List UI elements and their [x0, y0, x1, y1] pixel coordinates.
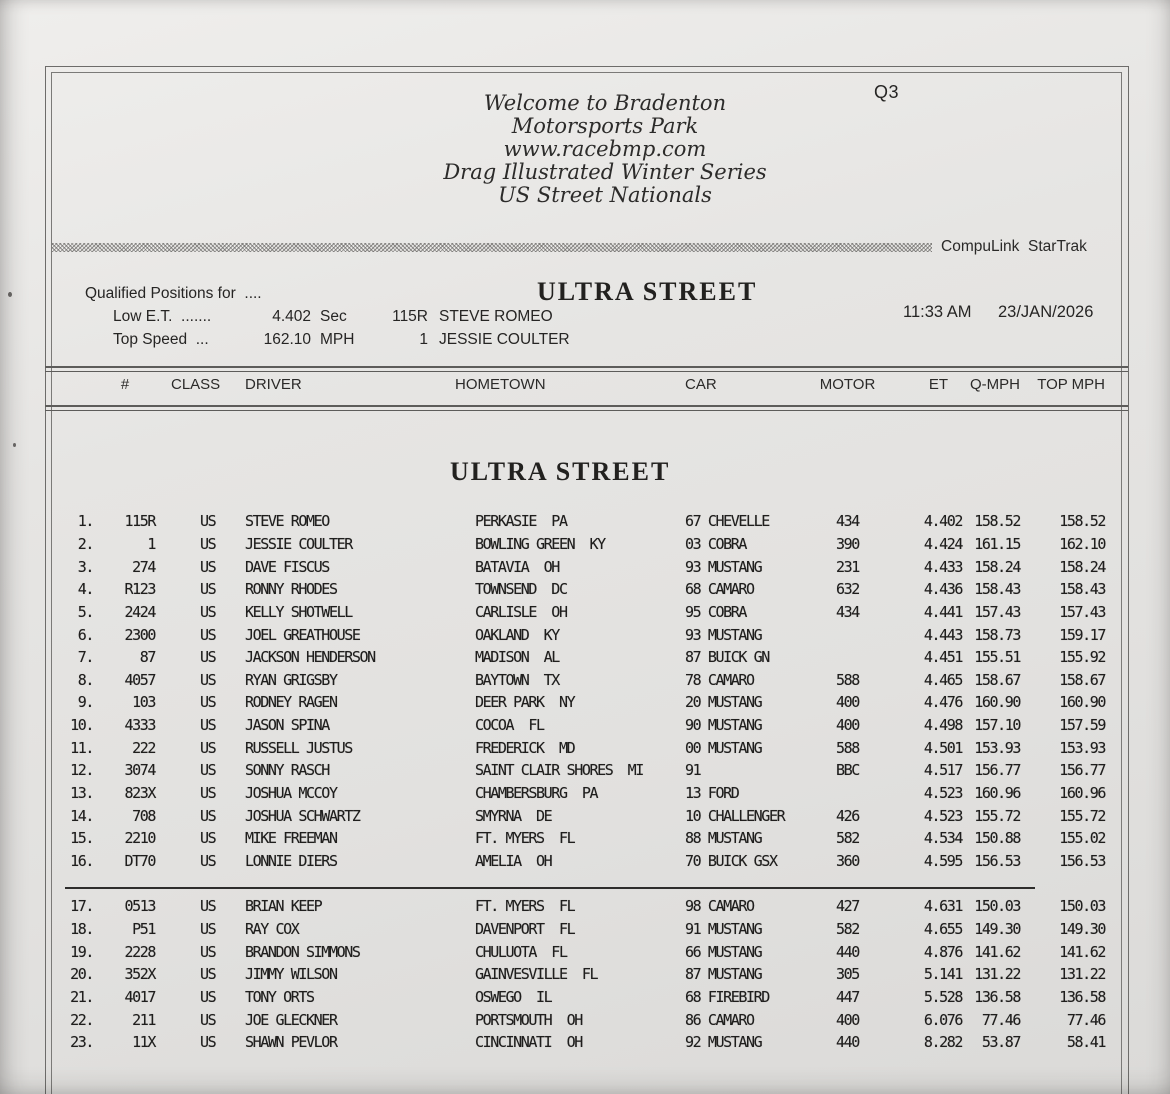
row-car: 10 CHALLENGER [685, 806, 785, 825]
row-car-number: 222 [132, 738, 155, 757]
header-rule [45, 371, 1128, 373]
row-qmph: 158.52 [974, 512, 1020, 531]
row-hometown: SMYRNA DE [475, 806, 552, 825]
row-car-number: 2300 [124, 625, 155, 644]
row-motor: 582 [836, 829, 859, 848]
row-qmph: 153.93 [974, 738, 1020, 757]
top-speed-car-number: 1 [419, 331, 428, 348]
row-hometown: CHAMBERSBURG PA [475, 784, 598, 802]
row-et: 4.523 [923, 806, 962, 825]
row-driver: TONY ORTS [245, 987, 314, 1006]
row-car-number: 87 [139, 648, 155, 667]
spacer-cell [52, 376, 95, 393]
row-position: 15. [70, 829, 93, 848]
row-et: 4.465 [923, 670, 962, 689]
row-hometown: TOWNSEND DC [475, 580, 567, 599]
table-row [52, 623, 1107, 646]
row-class: US [200, 829, 216, 848]
row-hometown: OSWEGO IL [475, 987, 552, 1006]
row-et: 4.451 [923, 648, 962, 667]
row-position: 21. [70, 987, 93, 1006]
row-et: 4.517 [923, 761, 962, 780]
row-car: 98 CAMARO [685, 897, 754, 916]
row-qmph: 158.24 [974, 557, 1020, 576]
table-row [52, 940, 1107, 963]
row-car-number: 211 [132, 1010, 155, 1029]
row-car-number: 708 [132, 806, 155, 825]
print-date: 23/JAN/2026 [998, 303, 1094, 321]
table-section-title: ULTRA STREET [450, 457, 671, 486]
row-class: US [200, 1010, 216, 1029]
row-car-number: 823X [124, 784, 155, 802]
row-topmph: 77.46 [1066, 1010, 1105, 1029]
row-hometown: BATAVIA OH [475, 557, 559, 576]
row-topmph: 141.62 [1059, 942, 1105, 961]
row-car: 68 CAMARO [685, 580, 754, 599]
row-class: US [200, 512, 216, 531]
row-position: 17. [70, 897, 93, 916]
row-position: 23. [70, 1033, 93, 1052]
table-row [52, 963, 1107, 986]
row-et: 4.595 [923, 851, 962, 870]
table-row [52, 714, 1107, 737]
row-topmph: 156.53 [1059, 851, 1105, 870]
row-qmph: 155.72 [974, 806, 1020, 825]
row-qmph: 158.67 [974, 670, 1020, 689]
row-topmph: 150.03 [1059, 897, 1105, 916]
scan-speck [8, 292, 12, 297]
row-et: 4.443 [923, 625, 962, 644]
masthead-line: Welcome to Bradenton [483, 91, 727, 115]
row-motor: 305 [836, 965, 859, 984]
row-class: US [200, 580, 216, 599]
row-topmph: 159.17 [1059, 625, 1105, 644]
row-class: US [200, 919, 216, 938]
row-qmph: 157.43 [974, 602, 1020, 621]
low-et-driver: STEVE ROMEO [439, 308, 553, 325]
row-driver: JOEL GREATHOUSE [245, 625, 360, 644]
row-hometown: SAINT CLAIR SHORES MI [475, 761, 643, 780]
row-car-number: 3074 [124, 761, 155, 780]
row-car: 66 MUSTANG [685, 942, 762, 961]
row-et: 4.424 [923, 534, 962, 553]
row-driver: DAVE FISCUS [245, 557, 329, 576]
header-rule [45, 366, 1128, 368]
row-position: 4. [77, 580, 93, 599]
row-et: 4.534 [923, 829, 962, 848]
row-position: 22. [70, 1010, 93, 1029]
header-rule [45, 405, 1128, 407]
row-motor: 434 [836, 512, 859, 531]
row-qmph: 77.46 [981, 1010, 1020, 1029]
column-header-class: CLASS [171, 376, 221, 393]
row-qmph: 150.88 [974, 829, 1020, 848]
row-topmph: 155.92 [1059, 648, 1105, 667]
print-time: 11:33 AM [903, 303, 972, 321]
row-position: 6. [77, 625, 93, 644]
row-car: 20 MUSTANG [685, 693, 762, 712]
row-hometown: BAYTOWN TX [475, 670, 559, 689]
row-car-number: 274 [132, 557, 155, 576]
row-class: US [200, 716, 216, 735]
row-topmph: 157.43 [1059, 602, 1105, 621]
row-class: US [200, 942, 216, 961]
row-motor: 360 [836, 851, 859, 870]
row-topmph: 149.30 [1059, 919, 1105, 938]
top-speed-line [113, 331, 570, 349]
table-row [52, 555, 1107, 578]
row-topmph: 162.10 [1059, 534, 1105, 553]
row-qmph: 136.58 [974, 987, 1020, 1006]
row-hometown: PORTSMOUTH OH [475, 1010, 582, 1029]
row-motor: 440 [836, 942, 859, 961]
row-motor: 588 [836, 738, 859, 757]
table-row [52, 601, 1107, 624]
row-topmph: 153.93 [1059, 738, 1105, 757]
table-row [52, 1031, 1107, 1054]
row-motor: BBC [836, 761, 859, 780]
row-qmph: 160.96 [974, 784, 1020, 802]
row-driver: RAY COX [245, 919, 299, 938]
row-topmph: 160.90 [1059, 693, 1105, 712]
masthead-line: US Street Nationals [498, 183, 712, 207]
row-qmph: 150.03 [974, 897, 1020, 916]
row-driver: RUSSELL JUSTUS [245, 738, 352, 757]
row-car-number: R123 [124, 580, 155, 599]
table-row [52, 782, 1107, 805]
row-position: 2. [77, 534, 93, 553]
row-motor: 447 [836, 987, 859, 1006]
masthead-line: Motorsports Park [511, 114, 699, 138]
column-header-topmph: TOP MPH [1037, 376, 1105, 393]
row-qmph: 156.77 [974, 761, 1020, 780]
row-car: 03 COBRA [685, 534, 747, 553]
row-et: 4.441 [923, 602, 962, 621]
row-class: US [200, 897, 216, 916]
non-qualified-results-table [52, 895, 1107, 1053]
row-car-number: 352X [124, 965, 155, 984]
row-car-number: 2424 [124, 602, 155, 621]
row-car: 70 BUICK GSX [685, 851, 777, 870]
row-et: 8.282 [923, 1033, 962, 1052]
table-row [52, 759, 1107, 782]
row-topmph: 158.67 [1059, 670, 1105, 689]
table-row [52, 578, 1107, 601]
row-class: US [200, 738, 216, 757]
row-driver: JOSHUA MCCOY [245, 784, 337, 802]
row-driver: JOE GLECKNER [245, 1010, 337, 1029]
row-et: 4.436 [923, 580, 962, 599]
row-car-number: 2210 [124, 829, 155, 848]
row-qmph: 157.10 [974, 716, 1020, 735]
row-class: US [200, 625, 216, 644]
row-topmph: 155.02 [1059, 829, 1105, 848]
row-motor: 400 [836, 1010, 859, 1029]
row-et: 4.402 [923, 512, 962, 531]
row-driver: JACKSON HENDERSON [245, 648, 375, 667]
row-position: 12. [70, 761, 93, 780]
row-motor: 440 [836, 1033, 859, 1052]
row-topmph: 156.77 [1059, 761, 1105, 780]
row-motor: 400 [836, 716, 859, 735]
column-header-row [52, 376, 1107, 393]
row-hometown: CARLISLE OH [475, 602, 567, 621]
row-qmph: 160.90 [974, 693, 1020, 712]
row-qmph: 149.30 [974, 919, 1020, 938]
row-topmph: 155.72 [1059, 806, 1105, 825]
row-car: 95 COBRA [685, 602, 747, 621]
table-row [52, 646, 1107, 669]
masthead-line: Drag Illustrated Winter Series [443, 160, 767, 184]
table-row [52, 804, 1107, 827]
table-row [52, 1008, 1107, 1031]
column-header-car: CAR [685, 376, 717, 393]
row-position: 9. [77, 693, 93, 712]
row-class: US [200, 806, 216, 825]
row-motor: 400 [836, 693, 859, 712]
qualifying-bump-line [65, 887, 1035, 889]
row-topmph: 160.96 [1059, 784, 1105, 802]
row-car: 92 MUSTANG [685, 1033, 762, 1052]
row-qmph: 141.62 [974, 942, 1020, 961]
row-et: 4.433 [923, 557, 962, 576]
row-hometown: DEER PARK NY [475, 693, 575, 712]
top-speed-unit: MPH [320, 331, 355, 348]
track-masthead [370, 92, 840, 207]
row-class: US [200, 648, 216, 667]
row-driver: RYAN GRIGSBY [245, 670, 337, 689]
row-driver: SHAWN PEVLOR [245, 1033, 337, 1052]
row-position: 19. [70, 942, 93, 961]
row-car: 78 CAMARO [685, 670, 754, 689]
scan-speck [13, 443, 16, 447]
row-car-number: 11X [132, 1033, 155, 1052]
row-car-number: P51 [132, 919, 155, 938]
column-header-qmph: Q-MPH [970, 376, 1020, 393]
row-motor: 231 [836, 557, 859, 576]
low-et-line [113, 308, 553, 326]
low-et-car-number: 115R [392, 308, 428, 325]
row-class: US [200, 693, 216, 712]
row-class: US [200, 670, 216, 689]
low-et-unit: Sec [320, 308, 347, 325]
row-hometown: COCOA FL [475, 716, 544, 735]
row-driver: JIMMY WILSON [245, 965, 337, 984]
row-motor: 390 [836, 534, 859, 553]
row-car: 68 FIREBIRD [685, 987, 769, 1006]
row-car: 93 MUSTANG [685, 625, 762, 644]
row-et: 4.498 [923, 716, 962, 735]
row-driver: LONNIE DIERS [245, 851, 337, 870]
top-speed-driver: JESSIE COULTER [439, 331, 570, 348]
row-driver: JOSHUA SCHWARTZ [245, 806, 360, 825]
row-car-number: 2228 [124, 942, 155, 961]
row-driver: STEVE ROMEO [245, 512, 329, 531]
table-row [52, 736, 1107, 759]
row-car: 90 MUSTANG [685, 716, 762, 735]
row-position: 1. [77, 512, 93, 531]
row-class: US [200, 1033, 216, 1052]
row-car: 91 MUSTANG [685, 919, 762, 938]
row-position: 10. [70, 716, 93, 735]
low-et-value: 4.402 [272, 308, 311, 325]
table-row [52, 668, 1107, 691]
row-topmph: 136.58 [1059, 987, 1105, 1006]
row-hometown: FT. MYERS FL [475, 897, 575, 916]
qualified-positions-label: Qualified Positions for .... [85, 285, 262, 302]
row-car: 67 CHEVELLE [685, 512, 769, 531]
row-qmph: 161.15 [974, 534, 1020, 553]
row-motor: 434 [836, 602, 859, 621]
row-car: 88 MUSTANG [685, 829, 762, 848]
column-header-number: # [120, 376, 130, 393]
row-hometown: CINCINNATI OH [475, 1033, 582, 1052]
row-class: US [200, 965, 216, 984]
row-class: US [200, 987, 216, 1006]
row-qmph: 158.73 [974, 625, 1020, 644]
row-car: 13 FORD [685, 784, 739, 802]
masthead-line: www.racebmp.com [503, 137, 707, 161]
row-car-number: 103 [132, 693, 155, 712]
timing-system-label: CompuLink StarTrak [941, 238, 1087, 255]
row-driver: JASON SPINA [245, 716, 329, 735]
table-row [52, 510, 1107, 533]
row-class: US [200, 761, 216, 780]
header-rule [45, 410, 1128, 412]
row-hometown: MADISON AL [475, 648, 559, 667]
row-hometown: BOWLING GREEN KY [475, 534, 605, 553]
row-driver: KELLY SHOTWELL [245, 602, 352, 621]
row-driver: MIKE FREEMAN [245, 829, 337, 848]
row-position: 13. [70, 784, 93, 802]
row-motor: 582 [836, 919, 859, 938]
row-topmph: 158.52 [1059, 512, 1105, 531]
class-title: ULTRA STREET [537, 277, 758, 306]
row-qmph: 53.87 [981, 1033, 1020, 1052]
row-hometown: GAINVESVILLE FL [475, 965, 598, 984]
top-speed-value: 162.10 [263, 331, 311, 348]
row-et: 5.141 [923, 965, 962, 984]
row-position: 7. [77, 648, 93, 667]
row-qmph: 158.43 [974, 580, 1020, 599]
row-motor: 426 [836, 806, 859, 825]
row-position: 3. [77, 557, 93, 576]
row-driver: RODNEY RAGEN [245, 693, 337, 712]
row-car-number: 115R [124, 512, 155, 531]
row-position: 18. [70, 919, 93, 938]
row-position: 16. [70, 851, 93, 870]
session-label: Q3 [874, 82, 900, 102]
row-et: 4.876 [923, 942, 962, 961]
row-position: 8. [77, 670, 93, 689]
column-header-et: ET [928, 376, 948, 393]
row-hometown: AMELIA OH [475, 851, 552, 870]
table-row [52, 533, 1107, 556]
table-row [52, 895, 1107, 918]
dotted-separator-band [52, 243, 932, 252]
row-topmph: 158.43 [1059, 580, 1105, 599]
top-speed-label: Top Speed ... [113, 331, 209, 348]
row-car-number: 0513 [124, 897, 155, 916]
row-qmph: 131.22 [974, 965, 1020, 984]
row-class: US [200, 557, 216, 576]
row-et: 4.501 [923, 738, 962, 757]
row-position: 11. [70, 738, 93, 757]
row-car-number: DT70 [124, 851, 155, 870]
row-et: 5.528 [923, 987, 962, 1006]
row-car-number: 4333 [124, 716, 155, 735]
row-hometown: FREDERICK MD [475, 738, 575, 757]
row-et: 4.523 [923, 784, 962, 802]
table-row [52, 986, 1107, 1009]
row-hometown: FT. MYERS FL [475, 829, 575, 848]
row-car: 93 MUSTANG [685, 557, 762, 576]
column-header-hometown: HOMETOWN [455, 376, 546, 393]
row-driver: RONNY RHODES [245, 580, 337, 599]
row-car-number: 4057 [124, 670, 155, 689]
qualified-results-table [52, 510, 1107, 872]
row-hometown: OAKLAND KY [475, 625, 559, 644]
table-row [52, 691, 1107, 714]
row-hometown: CHULUOTA FL [475, 942, 567, 961]
column-header-motor: MOTOR [819, 376, 876, 393]
row-motor: 427 [836, 897, 859, 916]
row-class: US [200, 784, 216, 802]
row-topmph: 157.59 [1059, 716, 1105, 735]
row-car: 87 BUICK GN [685, 648, 769, 667]
row-motor: 632 [836, 580, 859, 599]
row-et: 4.476 [923, 693, 962, 712]
row-position: 14. [70, 806, 93, 825]
table-row [52, 850, 1107, 873]
row-class: US [200, 851, 216, 870]
column-header-driver: DRIVER [245, 376, 302, 393]
row-qmph: 156.53 [974, 851, 1020, 870]
row-position: 5. [77, 602, 93, 621]
row-topmph: 58.41 [1066, 1033, 1105, 1052]
row-car: 86 CAMARO [685, 1010, 754, 1029]
row-car: 87 MUSTANG [685, 965, 762, 984]
row-topmph: 131.22 [1059, 965, 1105, 984]
table-row [52, 918, 1107, 941]
row-topmph: 158.24 [1059, 557, 1105, 576]
row-car-number: 1 [147, 534, 155, 553]
row-et: 6.076 [923, 1010, 962, 1029]
row-class: US [200, 602, 216, 621]
row-position: 20. [70, 965, 93, 984]
row-car-number: 4017 [124, 987, 155, 1006]
low-et-label: Low E.T. ....... [113, 308, 212, 325]
row-class: US [200, 534, 216, 553]
row-qmph: 155.51 [974, 648, 1020, 667]
row-et: 4.631 [923, 897, 962, 916]
row-hometown: PERKASIE PA [475, 512, 567, 531]
row-car: 91 [685, 761, 701, 780]
row-driver: JESSIE COULTER [245, 534, 352, 553]
row-hometown: DAVENPORT FL [475, 919, 575, 938]
row-driver: BRIAN KEEP [245, 897, 322, 916]
row-et: 4.655 [923, 919, 962, 938]
row-motor: 588 [836, 670, 859, 689]
table-row [52, 827, 1107, 850]
row-driver: SONNY RASCH [245, 761, 329, 780]
row-car: 00 MUSTANG [685, 738, 762, 757]
row-driver: BRANDON SIMMONS [245, 942, 360, 961]
